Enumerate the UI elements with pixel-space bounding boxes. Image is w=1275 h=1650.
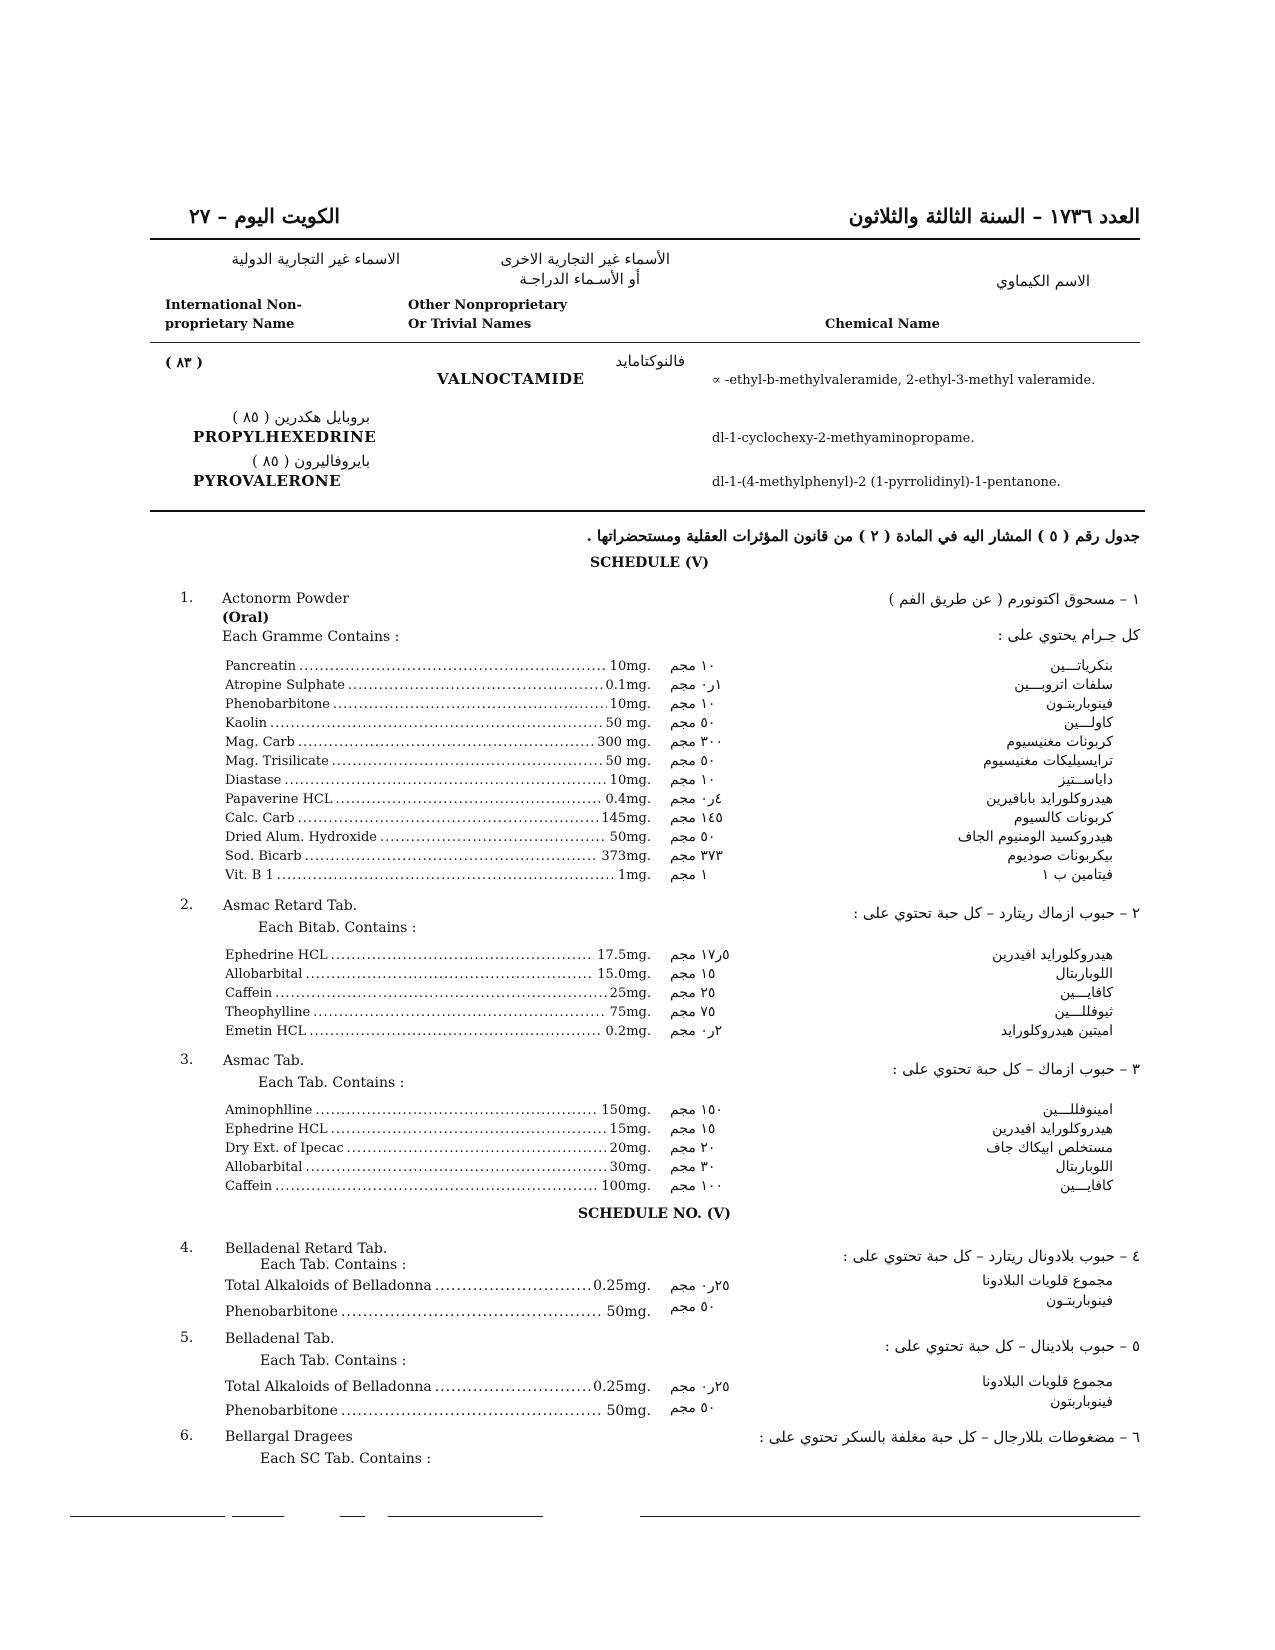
ingredient-amount: 10mg. [609, 697, 651, 712]
ingredient-name-ar: ثيوفللـــين [1054, 1004, 1113, 1020]
ingredient-name-en: Diastase [225, 773, 282, 788]
col-chem-ar: الاسم الكيماوي [996, 272, 1090, 290]
footer-rule [70, 1516, 225, 1517]
item-title-en: Actonorm Powder [222, 591, 350, 607]
item-title-en: Bellargal Dragees [225, 1429, 353, 1445]
ingredient-dose-ar: ١٥٠ مجم [670, 1102, 723, 1118]
ingredient-dose-ar: ٢٥ مجم [670, 985, 716, 1001]
ingredient-dose-ar: ٥٠ مجم [670, 829, 716, 845]
item-contains-en: Each Gramme Contains : [222, 629, 400, 645]
ingredient-amount: 50 mg. [605, 754, 651, 769]
ingredient-dose-ar: ١٥ مجم [670, 966, 716, 982]
ingredient-dose-ar: ٥٠ مجم [670, 715, 716, 731]
ingredient-name-ar: فينوباربتون [1050, 1394, 1113, 1410]
item-contains-en: Each Bitab. Contains : [258, 920, 417, 936]
item-title-ar: ١ – مسحوق اكتونورم ( عن طريق الفم ) [888, 590, 1140, 608]
footer-rule [232, 1516, 284, 1517]
substance-en-name: PROPYLHEXEDRINE [193, 428, 377, 446]
ingredient-name-ar: هيدروكسيد الومنيوم الجاف [957, 829, 1113, 845]
item-contains-en: Each SC Tab. Contains : [260, 1451, 432, 1467]
ingredient-dose-ar: ٥٠ مجم [670, 1400, 716, 1416]
item-number: 3. [180, 1052, 194, 1068]
ingredient-amount: 15.0mg. [597, 967, 651, 982]
ingredient-amount: 15mg. [609, 1122, 651, 1137]
ingredient-amount: 150mg. [601, 1103, 651, 1118]
item-route-en: (Oral) [222, 610, 270, 626]
ingredient-name-ar: كربونات كالسيوم [1013, 810, 1113, 826]
substance-ar-name: فالنوكتامايد [615, 352, 685, 370]
ingredient-dose-ar: ١ر٠ مجم [670, 677, 723, 693]
ingredient-name-ar: ترايسيليكات مغنيسيوم [983, 753, 1113, 769]
schedule-title-en: SCHEDULE (V) [590, 555, 709, 571]
ingredient-name-ar: كافايـــين [1060, 985, 1113, 1001]
ingredient-amount: 10mg. [609, 659, 651, 674]
ingredient-name-ar: كربونات مغنيسيوم [1006, 734, 1113, 750]
ingredient-name-en: Calc. Carb [225, 811, 295, 826]
ingredient-dose-ar: ٥٠ مجم [670, 753, 716, 769]
chemical-name: dl-1-cyclochexy-2-methyaminopropame. [712, 431, 975, 446]
ingredient-name-ar: هيدروكلورايد افيدرين [992, 947, 1113, 963]
ingredient-amount: 10mg. [609, 773, 651, 788]
running-header-left: الكويت اليوم – ٢٧ [188, 204, 340, 228]
item-title-ar: ٢ – حبوب ازماك ريتارد – كل حبة تحتوي على : [853, 904, 1140, 922]
item-title-ar: ٦ – مضغوطات بللارجال – كل حبة مغلفة بالسكر تحتوي على : [758, 1428, 1140, 1446]
col-other-ar-1: الأسماء غير التجارية الاخرى [500, 250, 670, 268]
inn-reference: ( ٨٣ ) [165, 355, 204, 371]
ingredient-amount: 0.1mg. [605, 678, 651, 693]
ingredient-name-en: Allobarbital [225, 967, 303, 982]
ingredient-name-en: Theophylline [225, 1005, 311, 1020]
ingredient-row [225, 828, 651, 847]
ingredient-amount: 300 mg. [597, 735, 651, 750]
ingredient-row [225, 1022, 651, 1041]
ingredient-row [225, 771, 651, 790]
item-title-ar: ٥ – حبوب بلادينال – كل حبة تحتوي على : [884, 1337, 1140, 1355]
item-title-en: Belladenal Retard Tab. [225, 1241, 388, 1257]
ingredient-amount: 0.2mg. [605, 1024, 651, 1039]
ingredient-row [225, 809, 651, 828]
ingredient-dose-ar: ١٠٠ مجم [670, 1178, 723, 1194]
ingredient-dose-ar: ٥٠ مجم [670, 1299, 716, 1315]
ingredient-amount: 50mg. [606, 1403, 651, 1419]
substance-ar-name: بايروفاليرون ( ٨٥ ) [252, 452, 370, 470]
ingredient-row [225, 946, 651, 965]
ingredient-amount: 30mg. [609, 1160, 651, 1175]
ingredient-name-en: Total Alkaloids of Belladonna [225, 1379, 432, 1395]
running-header-right: العدد ١٧٣٦ – السنة الثالثة والثلاثون [848, 204, 1140, 228]
item-title-en: Asmac Tab. [223, 1053, 305, 1069]
ingredient-name-en: Ephedrine HCL [225, 1122, 328, 1137]
ingredient-name-ar: امينوفللـــين [1042, 1102, 1113, 1118]
ingredient-row [225, 1303, 651, 1322]
ingredient-name-en: Aminophlline [225, 1103, 313, 1118]
ingredient-name-ar: مجموع قلويات البلادونا [982, 1374, 1113, 1390]
ingredient-name-ar: داياســتيز [1058, 772, 1113, 788]
ingredient-name-ar: هيدروكلورايد بابافيرين [986, 791, 1113, 807]
ingredient-name-en: Phenobarbitone [225, 697, 330, 712]
ingredient-name-en: Allobarbital [225, 1160, 303, 1175]
ingredient-row [225, 984, 651, 1003]
ingredient-name-ar: بنكرياتـــين [1050, 658, 1113, 674]
ingredient-name-ar: سلفات اتروبـــين [1014, 677, 1113, 693]
col-inn-en-2: proprietary Name [165, 317, 295, 332]
col-chem-en: Chemical Name [825, 317, 940, 332]
item-title-en: Belladenal Tab. [225, 1331, 335, 1347]
column-header-rule [150, 342, 1140, 343]
item-title-en: Asmac Retard Tab. [223, 898, 358, 914]
ingredient-row [225, 1139, 651, 1158]
ingredient-name-ar: فيتامين ب ١ [1041, 867, 1113, 883]
ingredient-dose-ar: ٤ر٠ مجم [670, 791, 723, 807]
ingredient-row [225, 1378, 651, 1397]
col-inn-en-1: International Non- [165, 298, 302, 313]
ingredient-amount: 50mg. [609, 830, 651, 845]
ingredient-name-en: Vit. B 1 [225, 868, 274, 883]
substance-en-name: VALNOCTAMIDE [437, 370, 585, 388]
item-number: 6. [180, 1428, 194, 1444]
item-contains-en: Each Tab. Contains : [260, 1353, 407, 1369]
header-rule [150, 238, 1140, 240]
chemical-name: ∝ -ethyl-b-methylvaleramide, 2-ethyl-3-methyl valeramide. [712, 373, 1096, 388]
ingredient-name-ar: كافايـــين [1060, 1178, 1113, 1194]
ingredient-name-en: Phenobarbitone [225, 1304, 338, 1320]
ingredient-amount: 1mg. [617, 868, 651, 883]
ingredient-name-ar: بيكربونات صوديوم [1007, 848, 1113, 864]
ingredient-row [225, 866, 651, 885]
col-inn-ar: الاسماء غير التجارية الدولية [231, 250, 400, 268]
ingredient-amount: 20mg. [609, 1141, 651, 1156]
ingredient-name-en: Emetin HCL [225, 1024, 307, 1039]
ingredient-amount: 25mg. [609, 986, 651, 1001]
ingredient-name-en: Papaverine HCL [225, 792, 333, 807]
ingredient-amount: 75mg. [609, 1005, 651, 1020]
ingredient-amount: 145mg. [601, 811, 651, 826]
ingredient-dose-ar: ٣٠٠ مجم [670, 734, 723, 750]
ingredient-row [225, 1101, 651, 1120]
ingredient-name-ar: فينوباربتـون [1045, 696, 1113, 712]
ingredient-row [225, 695, 651, 714]
ingredient-amount: 0.4mg. [605, 792, 651, 807]
ingredient-name-en: Mag. Trisilicate [225, 754, 329, 769]
ingredient-name-en: Phenobarbitone [225, 1403, 338, 1419]
ingredient-name-en: Dry Ext. of Ipecac [225, 1141, 344, 1156]
item-number: 2. [180, 897, 194, 913]
ingredient-row [225, 965, 651, 984]
ingredient-amount: 100mg. [601, 1179, 651, 1194]
ingredient-dose-ar: ٢٠ مجم [670, 1140, 716, 1156]
ingredient-dose-ar: ٣٧٣ مجم [670, 848, 723, 864]
ingredient-row [225, 847, 651, 866]
ingredient-amount: 50mg. [606, 1304, 651, 1320]
schedule-title-ar: جدول رقم ( ٥ ) المشار اليه في المادة ( ٢ ) من قانون المؤثرات العقلية ومستحضراتها . [586, 527, 1140, 545]
ingredient-row [225, 1277, 651, 1296]
col-other-en-2: Or Trivial Names [408, 317, 532, 332]
ingredient-name-en: Caffein [225, 1179, 273, 1194]
schedule-number-heading: SCHEDULE NO. (V) [578, 1206, 731, 1222]
ingredient-row [225, 1177, 651, 1196]
ingredient-name-en: Ephedrine HCL [225, 948, 328, 963]
ingredient-dose-ar: ٥ر١٧ مجم [670, 947, 730, 963]
ingredient-dose-ar: ٢٥ر٠ مجم [670, 1379, 730, 1395]
ingredient-name-en: Sod. Bicarb [225, 849, 302, 864]
ingredient-name-en: Atropine Sulphate [225, 678, 345, 693]
ingredient-dose-ar: ١٠ مجم [670, 658, 716, 674]
ingredient-name-ar: فينوباربتـون [1045, 1293, 1113, 1309]
ingredient-amount: 50 mg. [605, 716, 651, 731]
col-other-en-1: Other Nonproprietary [408, 298, 568, 313]
ingredient-dose-ar: ١٤٥ مجم [670, 810, 723, 826]
ingredient-amount: 0.25mg. [593, 1278, 651, 1294]
ingredient-dose-ar: ١٠ مجم [670, 772, 716, 788]
ingredient-name-ar: اللوباربتال [1055, 966, 1113, 982]
item-title-ar: ٣ – حبوب ازماك – كل حبة تحتوي على : [892, 1060, 1140, 1078]
ingredient-amount: 373mg. [601, 849, 651, 864]
ingredient-name-ar: اللوباربتال [1055, 1159, 1113, 1175]
ingredient-dose-ar: ١ مجم [670, 867, 708, 883]
footer-rule [340, 1516, 365, 1517]
ingredient-name-ar: هيدروكلورايد افيدرين [992, 1121, 1113, 1137]
section-rule [150, 510, 1145, 512]
ingredient-row [225, 1158, 651, 1177]
item-contains-ar: كل جـرام يحتوي على : [997, 626, 1140, 644]
ingredient-name-en: Pancreatin [225, 659, 296, 674]
substance-ar-name: بروبايل هكدرين ( ٨٥ ) [232, 408, 370, 426]
ingredient-dose-ar: ١٠ مجم [670, 696, 716, 712]
ingredient-row [225, 733, 651, 752]
ingredient-name-ar: اميتين هيدروكلورايد [1000, 1023, 1113, 1039]
col-other-ar-2: أو الأسـماء الدراجـة [519, 270, 640, 288]
item-title-ar: ٤ – حبوب بلادونال ريتارد – كل حبة تحتوي على : [842, 1247, 1140, 1265]
footer-rule [388, 1516, 543, 1517]
ingredient-dose-ar: ١٥ مجم [670, 1121, 716, 1137]
ingredient-amount: 17.5mg. [597, 948, 651, 963]
ingredient-amount: 0.25mg. [593, 1379, 651, 1395]
ingredient-row [225, 1402, 651, 1421]
item-number: 1. [180, 590, 194, 606]
substance-en-name: PYROVALERONE [193, 472, 342, 490]
ingredient-name-en: Kaolin [225, 716, 267, 731]
ingredient-dose-ar: ٢ر٠ مجم [670, 1023, 723, 1039]
ingredient-name-en: Dried Alum. Hydroxide [225, 830, 378, 845]
ingredient-name-ar: مجموع قلويات البلادونا [982, 1273, 1113, 1289]
ingredient-name-en: Caffein [225, 986, 273, 1001]
ingredient-dose-ar: ٧٥ مجم [670, 1004, 716, 1020]
item-number: 5. [180, 1330, 194, 1346]
footer-rule [640, 1516, 1140, 1517]
item-contains-en: Each Tab. Contains : [260, 1257, 407, 1273]
ingredient-dose-ar: ٣٠ مجم [670, 1159, 716, 1175]
ingredient-row [225, 1003, 651, 1022]
ingredient-row [225, 714, 651, 733]
chemical-name: dl-1-(4-methylphenyl)-2 (1-pyrrolidinyl)-1-pentanone. [712, 475, 1061, 490]
ingredient-name-en: Mag. Carb [225, 735, 295, 750]
ingredient-name-ar: مستخلص ابيكاك جاف [986, 1140, 1113, 1156]
ingredient-row [225, 676, 651, 695]
ingredient-name-ar: كاولـــين [1063, 715, 1113, 731]
ingredient-row [225, 752, 651, 771]
ingredient-name-en: Total Alkaloids of Belladonna [225, 1278, 432, 1294]
ingredient-row [225, 657, 651, 676]
ingredient-row [225, 1120, 651, 1139]
ingredient-row [225, 790, 651, 809]
ingredient-dose-ar: ٢٥ر٠ مجم [670, 1278, 730, 1294]
item-contains-en: Each Tab. Contains : [258, 1075, 405, 1091]
item-number: 4. [180, 1240, 194, 1256]
